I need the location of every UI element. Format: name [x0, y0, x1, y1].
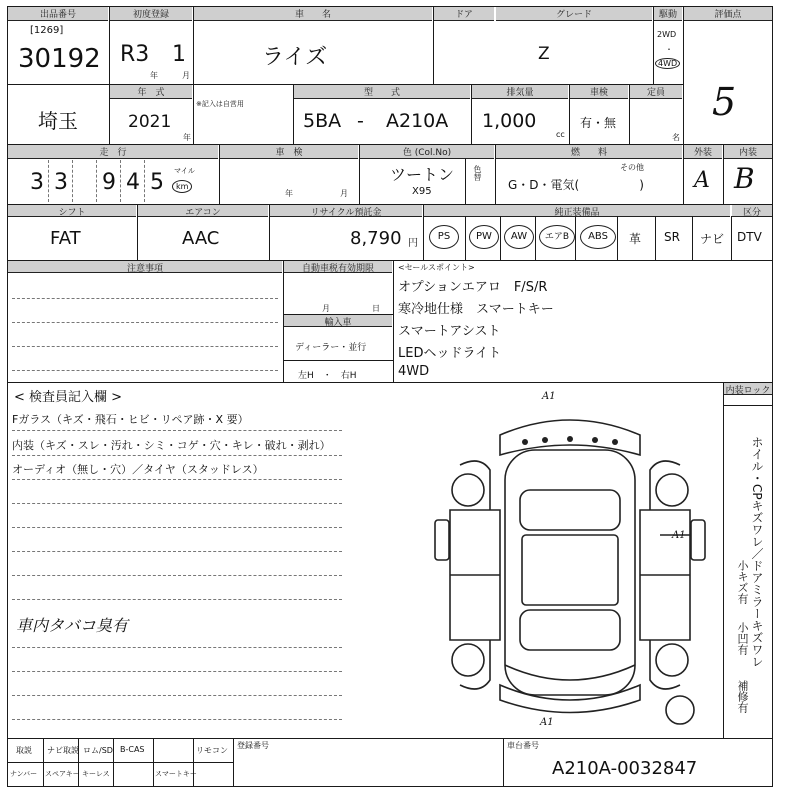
header-grade: グレード — [496, 7, 652, 21]
equip-navi: ナビ — [700, 232, 725, 246]
header-color: 色 (Col.No) — [360, 145, 494, 159]
region: 埼玉 — [38, 109, 78, 133]
first-reg-tsuki: 月 — [182, 71, 190, 80]
displacement: 1,000 — [482, 110, 537, 132]
car-diagram — [420, 395, 720, 735]
header-sales: <セールスポイント> — [398, 263, 475, 272]
inspector-interior: 内装（キズ・スレ・汚れ・シミ・コゲ・穴・キレ・破れ・剥れ） — [12, 439, 331, 452]
mileage-digit-3: 9 — [102, 170, 116, 195]
bottom-label-3: ロム/SD — [83, 746, 113, 755]
lot-number: 30192 — [18, 44, 101, 74]
bottom-label-7: スペアキー — [45, 770, 80, 778]
header-teiin: 定員 — [630, 85, 682, 99]
import-handle: 左H ・ 右H — [298, 371, 357, 381]
header-mileage: 走 行 — [8, 145, 218, 159]
bottom-label-5: リモコン — [196, 746, 228, 755]
bottom-label-4: B-CAS — [120, 745, 145, 754]
mileage-digit-4: 4 — [126, 170, 140, 195]
header-interior: 内装 — [724, 145, 772, 159]
bottom-label-9: スマートキー — [155, 770, 197, 778]
header-type: 型 式 — [294, 85, 470, 99]
inspector-title: < 検査員記入欄 > — [14, 390, 123, 405]
type-prefix: 5BA — [303, 110, 342, 132]
header-model-year: 年 式 — [110, 85, 192, 99]
equip-pw: PW — [469, 225, 499, 249]
shaken-date-nen: 年 — [285, 189, 293, 198]
color-change: 色替 — [473, 165, 482, 181]
recycle-value: 8,790 — [350, 228, 402, 249]
mark-top: A1 — [542, 391, 556, 402]
bottom-label-2: ナビ取説 — [47, 746, 79, 755]
equip-abs: ABS — [580, 225, 616, 249]
vertical-note-sub2: 小凹有 — [736, 622, 749, 655]
header-tax: 自動車税有効期限 — [284, 261, 392, 273]
inspector-glass: Fガラス（キズ・飛石・ヒビ・リペア跡・X 要） — [12, 413, 249, 426]
mark-right: A1 — [672, 530, 686, 541]
header-displacement: 排気量 — [472, 85, 568, 99]
first-reg-era: R3 — [120, 42, 150, 67]
chassis-number: A210A-0032847 — [552, 758, 698, 779]
header-exterior: 外装 — [684, 145, 722, 159]
sales-point-1: オプションエアロ F/S/R — [398, 280, 548, 295]
bottom-label-6: ナンバー — [10, 770, 38, 778]
header-toroku: 登録番号 — [237, 741, 269, 750]
equip-dtv: DTV — [737, 230, 762, 244]
sales-point-4: LEDヘッドライト — [398, 346, 502, 361]
vertical-note-sub3: 補修有 — [736, 680, 749, 713]
header-import: 輸入車 — [284, 315, 392, 327]
mileage-unit-mile: マイル — [174, 167, 195, 175]
mileage-digit-2: 3 — [54, 170, 68, 195]
sales-point-3: スマートアシスト — [398, 324, 501, 339]
header-equipment: 純正装備品 — [424, 205, 730, 217]
lot-small: [1269] — [30, 25, 64, 36]
model-year: 2021 — [128, 112, 172, 132]
shift-value: FAT — [50, 228, 81, 249]
vertical-note-sub1: 小キズ有 — [736, 560, 749, 604]
first-reg-nen: 年 — [150, 71, 158, 80]
fuel-options: G・D・電気( ) — [508, 178, 644, 192]
vertical-note-main: ホイル・CPキズワレ／ドアミラーキズワレ — [750, 436, 764, 668]
header-shaken: 車検 — [570, 85, 628, 99]
grade-value: Z — [538, 44, 550, 64]
exterior-grade: A — [694, 168, 710, 193]
model-year-nen: 年 — [183, 133, 191, 142]
equip-aw: AW — [504, 225, 534, 249]
tax-day: 日 — [372, 304, 380, 313]
header-shift: シフト — [8, 205, 136, 217]
bottom-label-1: 取説 — [16, 746, 32, 755]
equip-leather: 革 — [629, 232, 642, 246]
displacement-unit: cc — [556, 130, 565, 139]
mileage-digit-1: 3 — [30, 170, 44, 195]
first-reg-month: 1 — [172, 42, 186, 67]
header-aircon: エアコン — [138, 205, 268, 217]
mark-bottom: A1 — [540, 717, 554, 728]
type-sep: - — [357, 110, 364, 132]
recycle-unit: 円 — [408, 238, 418, 249]
score-value: 5 — [712, 80, 737, 124]
header-interior-rock: 内装ロック — [724, 383, 772, 395]
header-car-name: 車 名 — [194, 7, 432, 21]
header-lot: 出品番号 — [8, 7, 108, 21]
mileage-unit-km: km — [172, 180, 192, 193]
fuel-other: その他 — [620, 163, 644, 172]
header-drive: 駆動 — [654, 7, 682, 21]
header-fuel: 燃 料 — [496, 145, 682, 159]
sales-point-2: 寒冷地仕様 スマートキー — [398, 302, 554, 317]
header-notes: 注意事項 — [8, 261, 282, 273]
header-shadai: 車台番号 — [507, 741, 539, 750]
hand-note: 車内タバコ臭有 — [16, 616, 128, 635]
equip-airbag: エアB — [539, 225, 575, 249]
equip-sr: SR — [664, 230, 680, 244]
color-code: X95 — [412, 186, 432, 197]
drive-2wd: 2WD — [657, 30, 677, 39]
sales-point-5: 4WD — [398, 364, 430, 379]
teiin-unit: 名 — [672, 133, 680, 142]
header-kubun: 区分 — [732, 205, 772, 217]
model-year-note: ※記入は自営用 — [196, 100, 244, 108]
import-dealer: ディーラー・並行 — [295, 343, 367, 353]
header-shaken-date: 車 検 — [220, 145, 358, 159]
color-name: ツートン — [390, 165, 455, 184]
shaken-value: 有・無 — [580, 116, 617, 130]
interior-grade: B — [734, 162, 755, 195]
shaken-date-tsuki: 月 — [340, 189, 348, 198]
header-score: 評価点 — [684, 7, 772, 21]
header-recycle: リサイクル預託金 — [270, 205, 422, 217]
inspector-audio: オーディオ（無し・穴）／タイヤ（スタッドレス） — [12, 463, 264, 476]
tax-month: 月 — [322, 304, 330, 313]
header-door: ドア — [434, 7, 494, 21]
header-first-reg: 初度登録 — [110, 7, 192, 21]
aircon-value: AAC — [182, 228, 220, 249]
bottom-label-8: キーレス — [82, 770, 110, 778]
drive-4wd: 4WD — [655, 58, 680, 69]
mileage-digit-5: 5 — [150, 170, 164, 195]
type-model: A210A — [386, 110, 449, 132]
car-name: ライズ — [262, 45, 328, 70]
equip-ps: PS — [429, 225, 459, 249]
